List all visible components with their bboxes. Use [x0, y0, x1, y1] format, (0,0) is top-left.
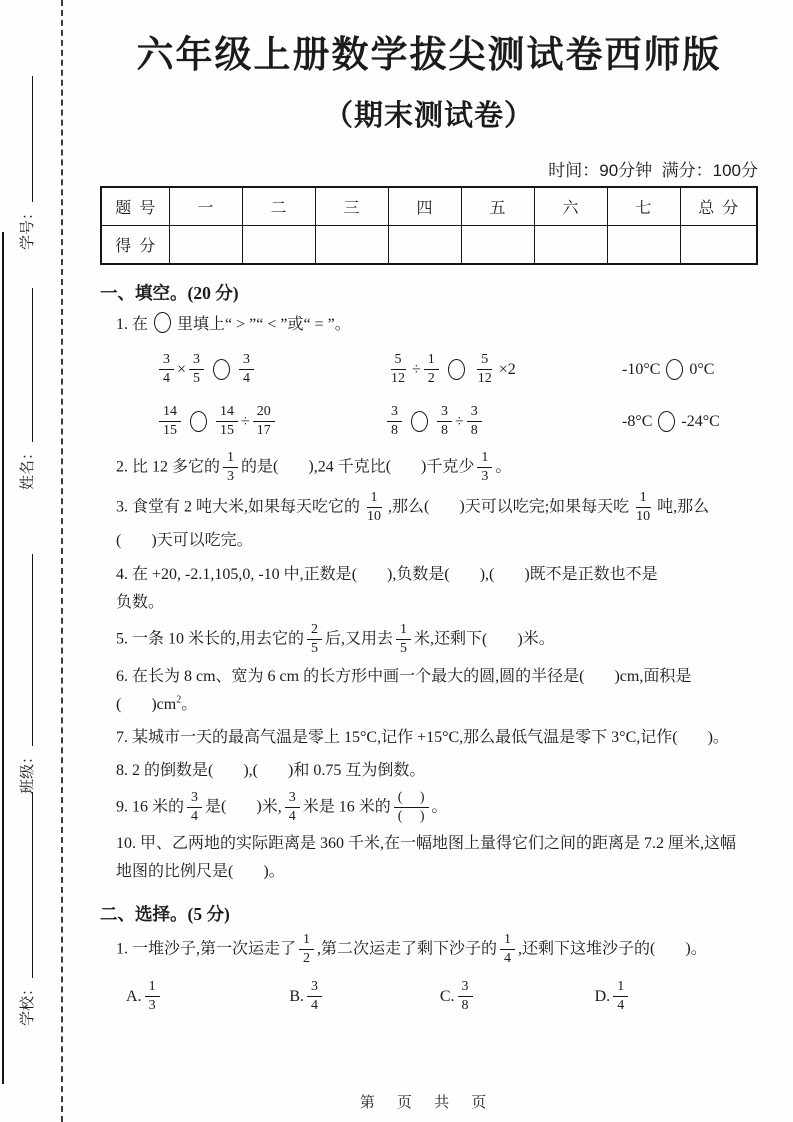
fraction: $\frac{3}{4}$	[285, 790, 300, 825]
fraction: $\frac{1}{2}$	[299, 932, 314, 967]
question-2: 2. 比 12 多它的 $\frac{1}{3}$ 的是( ),24 千克比( )千克少 $\frac{1}{3}$ 。	[116, 449, 512, 484]
comparison-item: $\frac{14}{15}$ $\frac{14}{15}$ ÷ $\frac{20}{17}$	[156, 399, 384, 445]
answer-blank: ( )	[116, 695, 157, 713]
answer-blank: ( )	[579, 667, 620, 685]
comparison-grid	[156, 347, 758, 445]
answer-blank: ( )	[672, 728, 713, 746]
question-5: 5. 一条 10 米长的,用去它的 $\frac{2}{5}$ 后,又用去 $\frac{1}{5}$ 米,还剩下( )米。	[116, 622, 555, 657]
fraction: $\frac{( )}{( )}$	[394, 790, 429, 825]
comparison-circle	[213, 359, 230, 380]
score-header-3: 三	[315, 187, 388, 226]
option-b: B. $\frac{3}{4}$	[289, 979, 439, 1014]
fraction: $\frac{1}{5}$	[396, 622, 411, 657]
comparison-circle	[666, 359, 683, 380]
score-cell-empty	[680, 225, 757, 264]
answer-blank: ( )	[489, 566, 530, 584]
fraction: $\frac{3}{8}$	[458, 979, 473, 1014]
class-label: 班级：	[19, 748, 36, 794]
option-a: A. $\frac{1}{3}$	[126, 979, 289, 1014]
fraction: $\frac{1}{2}$	[424, 352, 439, 387]
write-in-line	[32, 76, 33, 202]
school-field	[16, 792, 37, 1026]
score-header-2: 二	[242, 187, 315, 226]
fraction: $\frac{3}{5}$	[189, 352, 204, 387]
question-3: 3. 食堂有 2 吨大米,如果每天吃它的 $\frac{1}{10}$ ,那么( )天可以吃完;如果每天吃 $\frac{1}{10}$ 吨,那么 ( )天可以吃完。	[116, 489, 710, 550]
write-in-line	[32, 288, 33, 442]
fraction: $\frac{1}{3}$	[223, 450, 238, 485]
score-cell-empty	[242, 225, 315, 264]
fraction: $\frac{1}{4}$	[613, 979, 628, 1014]
paper-title: 六年级上册数学拔尖测试卷西师版	[136, 34, 722, 75]
fraction: $\frac{3}{4}$	[307, 979, 322, 1014]
write-in-line	[32, 792, 33, 978]
fraction: $\frac{3}{8}$	[437, 404, 452, 439]
fraction: $\frac{2}{5}$	[307, 622, 322, 657]
comparison-circle	[448, 359, 465, 380]
answer-blank: ( )	[228, 862, 269, 880]
score-header-7: 七	[607, 187, 680, 226]
choice-question-1: 1. 一堆沙子,第一次运走了 $\frac{1}{2}$ ,第二次运走了剩下沙子的 $\frac{1}{4}$ ,还剩下这堆沙子的( )。	[116, 931, 707, 967]
answer-blank: ( )	[482, 630, 523, 648]
score-cell-empty	[461, 225, 534, 264]
student-id-field	[16, 76, 37, 250]
choice-options-row	[126, 979, 758, 1014]
fraction: $\frac{1}{10}$	[636, 489, 651, 525]
fraction: $\frac{1}{3}$	[477, 450, 492, 485]
comparison-item: $\frac{3}{4}$ × $\frac{3}{5}$ $\frac{3}{4}$	[156, 347, 384, 393]
score-cell-empty	[534, 225, 607, 264]
score-header-timu: 题 号	[101, 187, 169, 226]
fraction: $\frac{3}{4}$	[159, 352, 174, 387]
class-field	[16, 554, 37, 794]
fraction: $\frac{3}{8}$	[467, 404, 482, 439]
superscript: 2	[176, 694, 182, 706]
section-2-heading: 二、选择。(5 分)	[100, 903, 230, 924]
answer-blank: ( )	[650, 940, 691, 958]
score-table	[100, 186, 758, 265]
school-label: 学校：	[19, 980, 36, 1026]
answer-blank: ( )	[208, 761, 249, 779]
comparison-item: $\frac{3}{8}$ $\frac{3}{8}$ ÷ $\frac{3}{8}$	[384, 399, 622, 445]
question-1: 1. 在 里填上“ > ”“ < ”或“ = ”。	[116, 311, 758, 339]
comparison-circle	[190, 411, 207, 432]
paper-content	[62, 34, 793, 1014]
time-score-info: 时间：90分钟 满分：100分	[548, 160, 758, 180]
fraction: $\frac{14}{15}$	[159, 404, 181, 439]
fraction: $\frac{20}{17}$	[253, 404, 275, 439]
page-edge-line	[2, 232, 4, 1084]
answer-blank: ( )	[424, 498, 465, 516]
fraction: $\frac{1}{3}$	[145, 979, 160, 1014]
question-8: 8. 2 的倒数是( ),( )和 0.75 互为倒数。	[116, 761, 426, 779]
question-6: 6. 在长为 8 cm、宽为 6 cm 的长方形中画一个最大的圆,圆的半径是( )cm,面积是 ( )$cm^2$。	[116, 667, 692, 713]
comparison-item: -8°C -24°C	[622, 399, 758, 445]
page-footer: 第 页 共 页	[359, 1094, 496, 1111]
question-4: 4. 在 +20, -2.1,105,0, -10 中,正数是( ),负数是( ),( )既不是正数也不是 负数。	[116, 566, 658, 612]
comparison-circle	[658, 411, 675, 432]
answer-blank: ( )	[385, 458, 427, 476]
comparison-item: -10°C 0°C	[622, 347, 758, 393]
question-7: 7. 某城市一天的最高气温是零上 15°C,记作 +15°C,那么最低气温是零下 3°C,记作( )。	[116, 728, 729, 746]
score-header-5: 五	[461, 187, 534, 226]
answer-blank: ( )	[116, 532, 157, 550]
score-cell-empty	[315, 225, 388, 264]
question-10: 10. 甲、乙两地的实际距离是 360 千米,在一幅地图上量得它们之间的距离是 7.2 厘米,这幅 地图的比例尺是( )。	[116, 834, 737, 880]
write-in-line	[32, 554, 33, 746]
paper-subtitle: （期末测试卷）	[323, 99, 534, 132]
fraction: $\frac{3}{8}$	[387, 404, 402, 439]
student-name-field	[16, 288, 37, 490]
margin-dashed-line	[61, 0, 63, 1122]
student-id-label: 学号：	[19, 204, 36, 250]
fraction: $\frac{14}{15}$	[216, 404, 238, 439]
comparison-circle	[411, 411, 428, 432]
answer-blank: ( )	[273, 458, 314, 476]
score-header-1: 一	[169, 187, 242, 226]
student-name-label: 姓名：	[19, 444, 36, 490]
option-d: D. $\frac{1}{4}$	[595, 979, 758, 1014]
score-header-total: 总 分	[680, 187, 757, 226]
comparison-item: $\frac{5}{12}$ ÷ $\frac{1}{2}$ $\frac{5}{12}$ ×2	[384, 347, 622, 393]
answer-blank: ( )	[221, 797, 262, 815]
comparison-circle	[154, 312, 171, 333]
score-cell-empty	[169, 225, 242, 264]
fraction: $\frac{1}{10}$	[367, 489, 382, 525]
fraction: $\frac{3}{4}$	[187, 790, 202, 825]
score-table-score-row	[101, 225, 757, 264]
score-cell-empty	[607, 225, 680, 264]
fraction: $\frac{3}{4}$	[239, 352, 254, 387]
score-header-6: 六	[534, 187, 607, 226]
section-1-heading: 一、填空。(20 分)	[100, 282, 239, 303]
fraction: $\frac{1}{4}$	[500, 932, 515, 967]
score-header-4: 四	[388, 187, 461, 226]
fraction: $\frac{5}{12}$	[391, 352, 405, 387]
question-9: 9. 16 米的 $\frac{3}{4}$ 是( )米, $\frac{3}{4}$ 米是 16 米的 $\frac{( )}{( )}$ 。	[116, 789, 448, 824]
score-cell-empty	[388, 225, 461, 264]
score-row-label: 得 分	[101, 225, 169, 264]
answer-blank: ( )	[252, 761, 294, 779]
answer-blank: ( )	[444, 566, 486, 584]
fraction: $\frac{5}{12}$	[477, 352, 492, 387]
score-table-header-row	[101, 187, 757, 226]
option-c: C. $\frac{3}{8}$	[440, 979, 595, 1014]
answer-blank: ( )	[351, 566, 393, 584]
